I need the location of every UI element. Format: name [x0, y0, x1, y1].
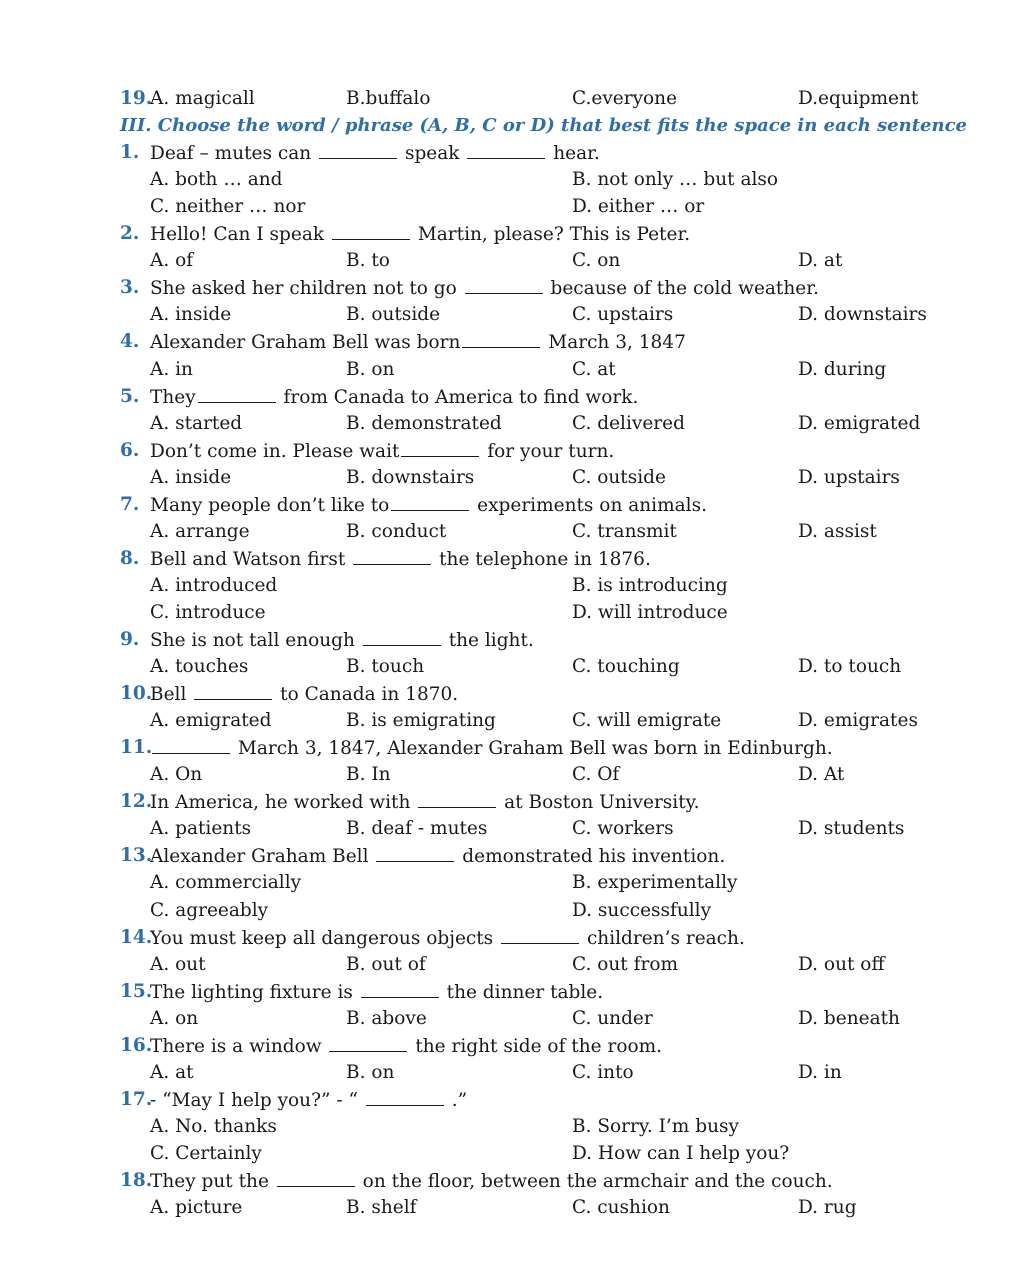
options-row — [0, 600, 1024, 626]
answer-option: C. under — [572, 1007, 653, 1029]
answer-option: D. successfully — [572, 899, 712, 921]
question-number: 3. — [120, 277, 140, 299]
answer-option: D. in — [798, 1061, 842, 1083]
question-row — [0, 384, 1024, 410]
answer-blank — [467, 140, 545, 159]
stem-text: .” — [445, 1089, 468, 1111]
answer-option: A. on — [150, 1007, 199, 1029]
answer-option: A. arrange — [150, 520, 250, 542]
stem-text: because of the cold weather. — [544, 278, 819, 300]
options-row — [0, 1114, 1024, 1140]
question-number: 19. — [120, 88, 153, 109]
answer-option: A. inside — [150, 304, 232, 326]
stem-text: There is a window — [150, 1035, 328, 1057]
question-row — [0, 925, 1024, 951]
stem-text: Many people don’t like to — [150, 494, 390, 516]
answer-blank — [391, 492, 469, 511]
options-row — [0, 357, 1024, 383]
answer-option: A. of — [150, 250, 194, 272]
question-number: 17. — [120, 1088, 153, 1110]
stem-text: Don’t come in. Please wait — [150, 440, 400, 462]
question-stem — [150, 681, 458, 708]
answer-option: C. on — [572, 250, 621, 272]
stem-text: Bell — [150, 684, 193, 706]
answer-option: D. upstairs — [798, 466, 900, 488]
answer-option: D. at — [798, 250, 843, 272]
stem-text: the telephone in 1876. — [433, 548, 651, 570]
options-row — [0, 816, 1024, 842]
question-number: 12. — [120, 791, 153, 813]
answer-option: C. Certainly — [150, 1142, 262, 1164]
stem-text: They — [150, 386, 196, 408]
answer-option: B.buffalo — [346, 88, 431, 109]
options-row — [0, 302, 1024, 328]
answer-option: D.equipment — [798, 88, 919, 109]
stem-text: Alexander Graham Bell was born — [150, 332, 461, 354]
question-stem — [150, 221, 690, 248]
section-heading: III. Choose the word / phrase (A, B, C or D) that best fits the space in each sentence — [120, 115, 967, 137]
answer-option: B. is introducing — [572, 574, 728, 596]
stem-text: to Canada in 1870. — [274, 684, 459, 706]
answer-option: C. workers — [572, 818, 674, 840]
answer-option: A. introduced — [150, 574, 278, 596]
options-row — [0, 519, 1024, 545]
question-row — [0, 275, 1024, 301]
question-row — [0, 681, 1024, 707]
question-stem — [150, 329, 686, 356]
options-row — [0, 465, 1024, 491]
question-row — [0, 140, 1024, 166]
question-row — [0, 221, 1024, 247]
answer-option: C. touching — [572, 656, 680, 678]
answer-option: A. touches — [150, 656, 249, 678]
answer-option: C. transmit — [572, 520, 677, 542]
stem-text: She is not tall enough — [150, 630, 361, 651]
question-stem — [150, 735, 833, 762]
answer-blank — [366, 1087, 444, 1106]
question-row — [0, 789, 1024, 815]
answer-option: A. picture — [150, 1197, 243, 1219]
answer-option: B. above — [346, 1007, 427, 1029]
stem-text: demonstrated his invention. — [456, 846, 726, 868]
answer-blank — [401, 438, 479, 457]
question-number: 16. — [120, 1034, 153, 1056]
question-stem — [150, 384, 638, 411]
stem-text: Deaf – mutes can — [150, 143, 318, 165]
answer-blank — [418, 789, 496, 808]
answer-option: B. conduct — [346, 520, 447, 542]
answer-option: C. at — [572, 358, 616, 380]
answer-option: B. on — [346, 358, 395, 380]
options-row — [0, 654, 1024, 680]
answer-option: B. In — [346, 764, 391, 786]
answer-option: D. emigrates — [798, 710, 918, 732]
answer-option: C. into — [572, 1061, 634, 1083]
question-row — [0, 329, 1024, 355]
options-row — [0, 248, 1024, 274]
question-number: 9. — [120, 629, 140, 650]
options-row — [0, 194, 1024, 220]
answer-option: C. outside — [572, 466, 666, 488]
answer-option: C. Of — [572, 764, 620, 786]
question-stem — [150, 979, 603, 1006]
answer-blank — [319, 140, 397, 159]
answer-option: B. Sorry. I’m busy — [572, 1115, 739, 1137]
question-row — [0, 627, 1024, 653]
question-number: 5. — [120, 385, 140, 407]
answer-option: D. students — [798, 818, 905, 840]
stem-text: at Boston University. — [498, 792, 700, 814]
answer-option: C. agreeably — [150, 899, 269, 921]
answer-option: D. will introduce — [572, 601, 728, 623]
answer-option: B. on — [346, 1061, 395, 1083]
answer-blank — [376, 843, 454, 862]
question-stem — [150, 546, 651, 573]
stem-text: from Canada to America to find work. — [277, 386, 639, 408]
question-row — [0, 492, 1024, 518]
answer-blank — [363, 627, 441, 646]
answer-option: B. outside — [346, 304, 441, 326]
options-row — [0, 762, 1024, 788]
answer-option: A. inside — [150, 466, 232, 488]
answer-option: C. neither … nor — [150, 196, 306, 218]
stem-text: They put the — [150, 1171, 275, 1192]
answer-blank — [194, 681, 272, 700]
stem-text: You must keep all dangerous objects — [150, 927, 500, 949]
question-19-options-row — [0, 86, 1024, 112]
question-stem — [150, 925, 745, 952]
stem-text: - “May I help you?” - “ — [150, 1089, 364, 1111]
answer-option: D. downstairs — [798, 304, 927, 326]
options-row — [0, 1006, 1024, 1032]
answer-option: A. commercially — [150, 872, 302, 894]
question-number: 8. — [120, 547, 140, 569]
answer-option: D. during — [798, 358, 887, 380]
question-number: 10. — [120, 683, 153, 705]
answer-option: D. either … or — [572, 196, 705, 218]
answer-option: C. out from — [572, 953, 678, 975]
question-row — [0, 735, 1024, 761]
answer-option: B. demonstrated — [346, 412, 502, 434]
answer-option: B. downstairs — [346, 466, 475, 488]
question-row — [0, 979, 1024, 1005]
question-number: 18. — [120, 1170, 153, 1191]
options-row — [0, 1060, 1024, 1086]
question-row — [0, 843, 1024, 869]
options-row — [0, 898, 1024, 924]
stem-text: speak — [399, 143, 466, 165]
answer-option: D. rug — [798, 1197, 857, 1219]
answer-option: B. to — [346, 250, 390, 272]
question-stem — [150, 140, 600, 167]
stem-text: the right side of the room. — [409, 1035, 663, 1057]
options-row — [0, 1195, 1024, 1221]
stem-text: Hello! Can I speak — [150, 224, 330, 246]
answer-option: C. delivered — [572, 412, 685, 434]
question-stem — [150, 1168, 833, 1195]
question-number: 14. — [120, 926, 153, 948]
answer-blank — [152, 735, 230, 754]
answer-blank — [501, 925, 579, 944]
question-number: 1. — [120, 142, 140, 164]
stem-text: Martin, please? This is Peter. — [411, 224, 691, 246]
answer-option: A. both … and — [150, 169, 283, 191]
stem-text: for your turn. — [481, 440, 615, 462]
question-row — [0, 546, 1024, 572]
answer-option: D. assist — [798, 520, 877, 542]
options-row — [0, 952, 1024, 978]
question-number: 11. — [120, 737, 153, 759]
question-number: 15. — [120, 980, 153, 1002]
answer-option: B. deaf - mutes — [346, 818, 488, 840]
answer-option: A. emigrated — [150, 710, 272, 732]
answer-option: C.everyone — [572, 88, 678, 109]
question-number: 7. — [120, 493, 140, 515]
answer-option: B. out of — [346, 953, 426, 975]
question-stem — [150, 627, 534, 654]
answer-option: D. emigrated — [798, 412, 921, 434]
stem-text: She asked her children not to go — [150, 278, 463, 300]
answer-option: C. introduce — [150, 601, 266, 623]
stem-text: March 3, 1847, Alexander Graham Bell was born in Edinburgh. — [232, 738, 833, 760]
answer-option: B. experimentally — [572, 872, 738, 894]
stem-text: the dinner table. — [440, 981, 604, 1003]
question-stem — [150, 1033, 662, 1060]
answer-option: D. At — [798, 764, 845, 786]
options-row — [0, 411, 1024, 437]
question-row — [0, 1033, 1024, 1059]
stem-text: children’s reach. — [581, 927, 745, 949]
answer-option: A. started — [150, 412, 243, 434]
answer-option: B. is emigrating — [346, 710, 496, 732]
answer-blank — [332, 221, 410, 240]
question-stem — [150, 789, 700, 816]
answer-option: D. beneath — [798, 1007, 900, 1029]
question-row — [0, 1168, 1024, 1194]
question-stem — [150, 492, 707, 519]
answer-blank — [329, 1033, 407, 1052]
stem-text: on the floor, between the armchair and the couch. — [356, 1171, 833, 1192]
options-row — [0, 708, 1024, 734]
answer-option: C. cushion — [572, 1197, 670, 1219]
options-row — [0, 167, 1024, 193]
answer-blank — [465, 275, 543, 294]
question-row — [0, 438, 1024, 464]
question-number: 4. — [120, 331, 140, 353]
answer-option: A. out — [150, 953, 206, 975]
answer-option: A. patients — [150, 818, 252, 840]
stem-text: March 3, 1847 — [542, 332, 686, 354]
answer-option: B. touch — [346, 656, 425, 678]
question-stem — [150, 438, 614, 465]
question-stem — [150, 1087, 467, 1114]
answer-option: A. in — [150, 358, 193, 380]
answer-option: D. out off — [798, 953, 885, 975]
question-stem — [150, 275, 819, 302]
question-number: 6. — [120, 439, 140, 461]
stem-text: Bell and Watson first — [150, 548, 352, 570]
question-row — [0, 1087, 1024, 1113]
stem-text: hear. — [547, 143, 600, 165]
answer-blank — [198, 384, 276, 403]
answer-option: D. How can I help you? — [572, 1142, 790, 1164]
answer-blank — [462, 329, 540, 348]
answer-option: A. On — [150, 764, 203, 786]
question-number: 2. — [120, 223, 140, 245]
stem-text: Alexander Graham Bell — [150, 846, 375, 868]
stem-text: experiments on animals. — [471, 494, 707, 516]
answer-option: B. not only … but also — [572, 169, 779, 191]
question-number: 13. — [120, 845, 153, 867]
options-row — [0, 870, 1024, 896]
answer-blank — [353, 546, 431, 565]
answer-blank — [277, 1168, 355, 1187]
stem-text: The lighting fixture is — [150, 981, 359, 1003]
question-stem — [150, 843, 725, 870]
answer-option: B. shelf — [346, 1197, 417, 1219]
answer-option: D. to touch — [798, 656, 902, 678]
stem-text: the light. — [442, 630, 534, 651]
stem-text: In America, he worked with — [150, 792, 417, 814]
answer-option: C. will emigrate — [572, 710, 722, 732]
section-heading-row — [0, 113, 1024, 139]
answer-option: A. No. thanks — [150, 1115, 277, 1137]
answer-option: A. at — [150, 1061, 194, 1083]
answer-blank — [361, 979, 439, 998]
answer-option: A. magicall — [150, 88, 255, 109]
options-row — [0, 573, 1024, 599]
options-row — [0, 1141, 1024, 1167]
answer-option: C. upstairs — [572, 304, 674, 326]
